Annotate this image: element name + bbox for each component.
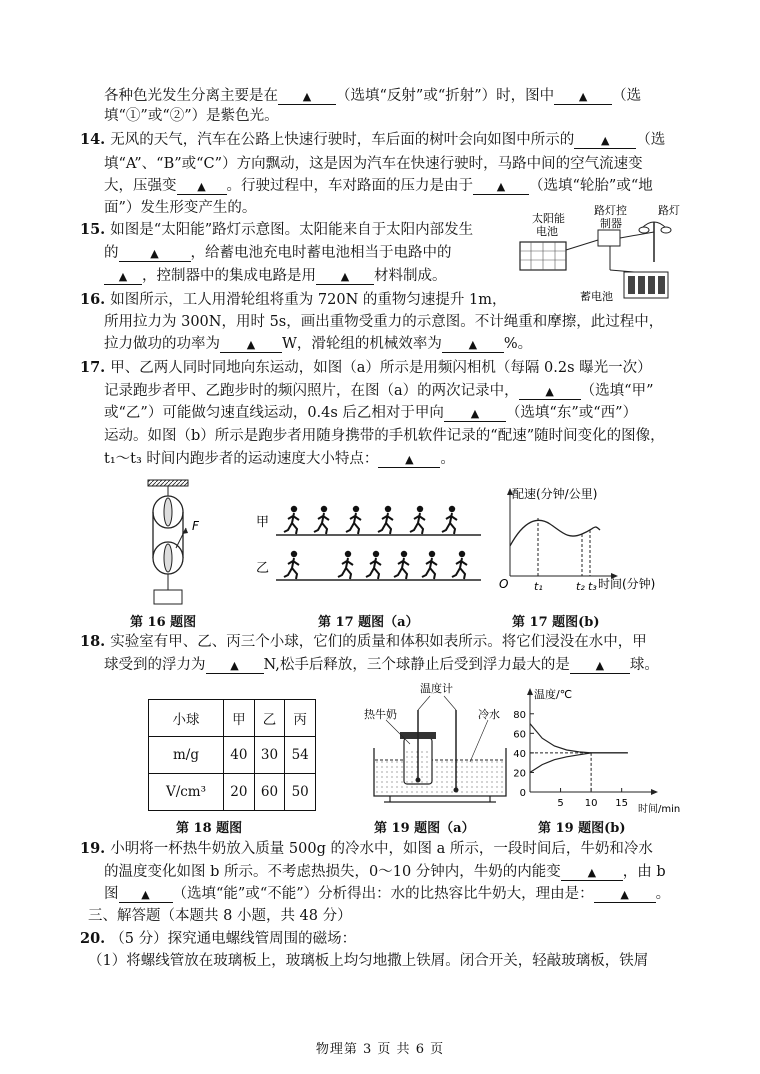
series-line-2 <box>530 753 628 773</box>
f15-ctrl-label: 路灯控 <box>594 204 627 217</box>
f17-t3-label: t₃ <box>588 580 597 593</box>
question-number: 14. <box>80 131 111 148</box>
f19-water-label: 冷水 <box>478 708 500 721</box>
answer-blank: ▲ <box>177 180 227 195</box>
runner-icon <box>442 506 457 534</box>
y-axis-arrow <box>527 688 533 695</box>
text-run: （选填“东”或“西”） <box>505 405 638 421</box>
f16-force-label: F <box>192 519 199 533</box>
runner-icon <box>394 551 409 579</box>
text-run: 。 <box>440 451 455 467</box>
runner-icon <box>284 506 299 534</box>
answer-blank: ▲ <box>119 247 191 262</box>
text-run: 所用拉力为 300N，用时 5s，画出重物受重力的示意图。不计绳重和摩擦，此过程中， <box>104 314 664 330</box>
y-tick-label: 60 <box>513 729 526 741</box>
answer-blank: ▲ <box>554 90 612 105</box>
text-line <box>104 176 653 196</box>
text-run: W，滑轮组的机械效率为 <box>282 336 442 352</box>
text-run: N,松手后释放，三个球静止后受到浮力最大的是 <box>263 657 570 673</box>
text-run: 记录跑步者甲、乙跑步时的频闪照片，在图（a）的两次记录中， <box>104 383 519 399</box>
x-tick-label: 5 <box>557 798 564 809</box>
table-header-cell: 乙 <box>254 700 285 737</box>
y-tick-label: 40 <box>513 748 526 760</box>
fig16-caption: 第 16 题图 <box>130 615 197 630</box>
answer-blank: ▲ <box>519 385 581 400</box>
runner-icon <box>284 551 299 579</box>
text-run: 的温度变化如图 b 所示。不考虑热损失，0～10 分钟内，牛奶的内能变 <box>104 864 561 880</box>
runner-icon <box>422 551 437 579</box>
text-run: （选 <box>636 132 666 148</box>
f17-row1-label: 甲 <box>256 515 270 530</box>
question-number: 19. <box>80 840 111 857</box>
answer-blank: ▲ <box>561 866 623 881</box>
answer-blank: ▲ <box>594 888 656 903</box>
answer-blank: ▲ <box>316 270 374 285</box>
text-run: （选填“轮胎”或“地 <box>529 178 653 194</box>
text-run: ，控制器中的集成电路是用 <box>142 268 316 284</box>
text-run: 各种色光发生分离主要是在 <box>104 88 278 104</box>
text-line <box>88 906 352 926</box>
text-run: 如图是“太阳能”路灯示意图。太阳能来自于太阳内部发生 <box>110 222 474 238</box>
text-run: 三、解答题（本题共 8 小题，共 48 分） <box>88 908 352 924</box>
fig17a-caption: 第 17 题图（a） <box>318 615 419 630</box>
f15-battery-label: 蓄电池 <box>580 290 613 303</box>
f15-solar2-label: 电池 <box>536 225 558 238</box>
runner-icon <box>366 551 381 579</box>
f17-t2-label: t₂ <box>576 580 585 593</box>
y-tick-label: 0 <box>519 788 526 799</box>
runner-icon <box>314 506 329 534</box>
x-axis-label: 时间/min <box>638 804 680 814</box>
x-axis-arrow <box>651 789 658 795</box>
text-line <box>104 154 643 174</box>
text-line <box>80 220 473 240</box>
text-run: 实验室有甲、乙、丙三个小球，它们的质量和体积如表所示。将它们浸没在水中，甲 <box>110 634 647 650</box>
text-line <box>104 243 452 263</box>
f17-origin-label: O <box>499 577 509 591</box>
text-run: （选填“甲” <box>580 383 654 399</box>
text-line <box>104 198 256 218</box>
controller-icon <box>598 230 620 246</box>
page-footer: 物理第 3 页 共 6 页 <box>315 1042 445 1057</box>
table-header-cell: 甲 <box>224 700 255 737</box>
question-number: 18. <box>80 633 111 650</box>
question-number: 16. <box>80 291 111 308</box>
answer-blank: ▲ <box>473 180 529 195</box>
question-number: 17. <box>80 359 111 376</box>
answer-blank: ▲ <box>442 338 504 353</box>
answer-blank: ▲ <box>574 134 636 149</box>
text-run: 球受到的浮力为 <box>104 657 206 673</box>
fig17b-pace-chart <box>494 484 674 594</box>
text-run: 甲、乙两人同时同地向东运动，如图（a）所示是用频闪相机（每隔 0.2s 曝光一次） <box>110 360 652 376</box>
answer-blank: ▲ <box>570 659 630 674</box>
answer-blank: ▲ <box>220 338 282 353</box>
runner-icon <box>452 551 467 579</box>
text-run: 填“A”、“B”或“C”）方向飘动，这是因为汽车在快速行驶时，马路中间的空气流速变 <box>104 156 643 172</box>
text-run: 填“①”或“②”）是紫色光。 <box>104 108 279 124</box>
text-line <box>104 426 665 446</box>
text-run: 如图所示，工人用滑轮组将重为 720N 的重物匀速提升 1m， <box>110 292 507 308</box>
fig15-solar-lamp-diagram <box>514 200 694 306</box>
fig19a-caption: 第 19 题图（a） <box>374 821 475 836</box>
text-line <box>80 358 652 378</box>
f15-ctrl2-label: 制器 <box>600 217 622 230</box>
text-run: 图 <box>104 886 119 902</box>
table-header-cell: 小球 <box>149 700 224 737</box>
f15-solar-label: 太阳能 <box>532 212 565 225</box>
text-run: （5 分）探究通电螺线管周围的磁场： <box>110 931 357 947</box>
text-line <box>104 862 666 882</box>
text-line <box>88 951 648 971</box>
table-row <box>149 700 316 737</box>
text-run: （选 <box>612 88 642 104</box>
answer-blank: ▲ <box>278 90 336 105</box>
text-run: 拉力做功的功率为 <box>104 336 220 352</box>
fig19b-caption: 第 19 题图(b) <box>538 821 626 836</box>
text-line <box>104 334 532 354</box>
answer-blank: ▲ <box>104 270 142 285</box>
text-run: 无风的天气，汽车在公路上快速行驶时，车后面的树叶会向如图中所示的 <box>110 132 575 148</box>
x-tick-label: 15 <box>615 798 629 809</box>
table-cell: V/cm³ <box>149 774 224 811</box>
text-line <box>80 839 653 859</box>
answer-blank: ▲ <box>206 659 264 674</box>
text-line <box>104 312 663 332</box>
fig18-caption: 第 18 题图 <box>176 821 243 836</box>
series-line-1 <box>530 724 628 753</box>
fig17a-strobe-photos <box>256 500 486 590</box>
f17-ylabel-label: 配速(分钟/公里) <box>512 487 598 501</box>
text-run: ，给蓄电池充电时蓄电池相当于电路中的 <box>190 245 452 261</box>
text-line <box>80 130 665 150</box>
text-line <box>80 929 356 949</box>
fig19b-temperature-chart <box>500 684 680 814</box>
f19-thermo-label: 温度计 <box>420 682 453 695</box>
question-number: 15. <box>80 221 111 238</box>
text-run: t₁～t₃ 时间内跑步者的运动速度大小特点： <box>104 451 379 467</box>
table-cell: 30 <box>254 737 285 774</box>
text-line <box>80 632 647 652</box>
text-run: 。行驶过程中，车对路面的压力是由于 <box>226 178 473 194</box>
runner-icon <box>378 506 393 534</box>
answer-blank: ▲ <box>444 407 506 422</box>
text-line <box>104 655 659 675</box>
table-cell: 20 <box>224 774 255 811</box>
text-run: （选填“反射”或“折射”）时，图中 <box>336 88 555 104</box>
table-cell: 60 <box>254 774 285 811</box>
y-tick-label: 20 <box>513 768 526 780</box>
f15-lamp-label: 路灯 <box>658 204 680 217</box>
text-run: 大，压强变 <box>104 178 177 194</box>
table-row <box>149 737 316 774</box>
text-run: 球。 <box>629 657 659 673</box>
text-run: ，由 b <box>622 864 666 880</box>
fig17b-caption: 第 17 题图(b) <box>512 615 600 630</box>
text-line <box>104 449 455 469</box>
text-run: 小明将一杯热牛奶放入质量 500g 的冷水中，如图 a 所示，一段时间后，牛奶和冷水 <box>110 841 653 857</box>
x-tick-label: 10 <box>584 798 598 809</box>
y-tick-label: 80 <box>513 709 526 721</box>
text-run: %。 <box>503 336 533 352</box>
text-line <box>80 290 506 310</box>
runner-icon <box>338 551 353 579</box>
text-run: 或“乙”）可能做匀速直线运动，0.4s 后乙相对于甲向 <box>104 405 444 421</box>
runner-icon <box>410 506 425 534</box>
table-cell: 40 <box>224 737 255 774</box>
answer-blank: ▲ <box>119 888 173 903</box>
f17-xlabel-label: 时间(分钟) <box>598 577 656 591</box>
text-run: （1）将螺线管放在玻璃板上，玻璃板上均匀地撒上铁屑。闭合开关，轻敲玻璃板，铁屑 <box>88 953 649 969</box>
table-row <box>149 774 316 811</box>
answer-blank: ▲ <box>378 453 440 468</box>
text-line <box>104 403 637 423</box>
fig19a-apparatus-diagram <box>360 680 520 805</box>
text-run: （选填“能”或“不能”）分析得出：水的比热容比牛奶大，理由是： <box>172 886 594 902</box>
fig16-pulley-diagram <box>140 478 210 608</box>
table-header-cell: 丙 <box>285 700 316 737</box>
runner-icon <box>346 506 361 534</box>
f17-t1-label: t₁ <box>534 580 543 593</box>
text-line <box>104 86 641 106</box>
text-run: 面”）发生形变产生的。 <box>104 200 257 216</box>
text-line <box>104 884 670 904</box>
ball-table <box>148 699 316 811</box>
text-run: 。 <box>655 886 671 902</box>
text-line <box>104 381 653 401</box>
text-run: 的 <box>104 245 119 261</box>
f19-milk-label: 热牛奶 <box>364 708 397 721</box>
question-number: 20. <box>80 930 111 947</box>
text-run: 运动。如图（b）所示是跑步者用随身携带的手机软件记录的“配速”随时间变化的图像， <box>104 428 665 444</box>
table-cell: m/g <box>149 737 224 774</box>
table-cell: 54 <box>285 737 316 774</box>
table-cell: 50 <box>285 774 316 811</box>
text-line <box>104 266 447 286</box>
f17-row2-label: 乙 <box>256 561 270 576</box>
text-line <box>104 106 279 126</box>
y-axis-label: 温度/℃ <box>534 688 573 701</box>
text-run: 材料制成。 <box>374 268 447 284</box>
